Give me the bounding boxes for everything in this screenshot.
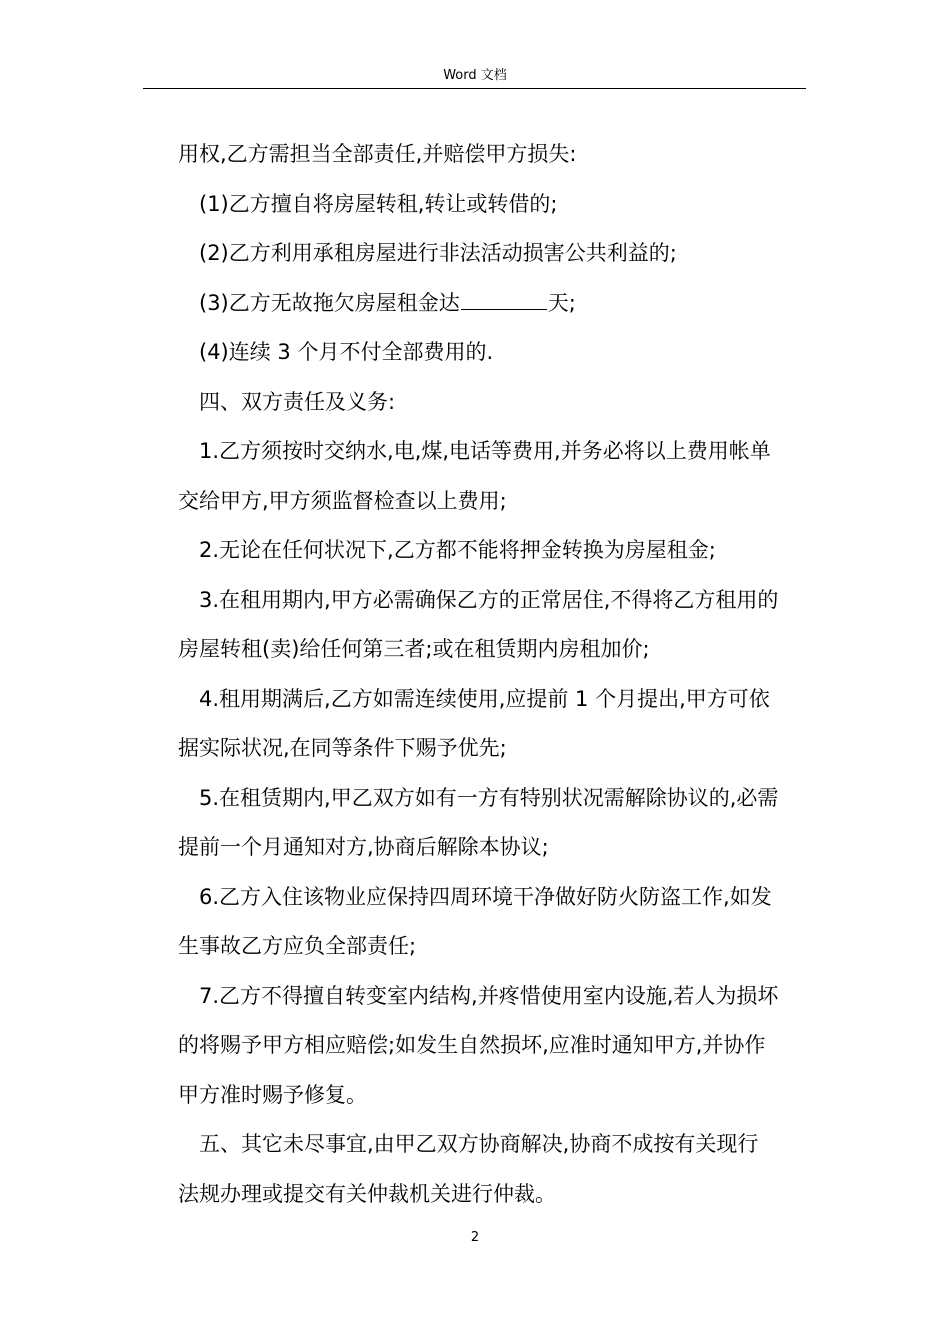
duty-4-line-1: 4.租用期满后,乙方如需连续使用,应提前 1 个月提出,甲方可依: [199, 686, 770, 711]
header-rule: [143, 88, 806, 89]
fill-in-blank: [461, 287, 547, 310]
clause-item-3-after: 天;: [547, 290, 576, 315]
document-body: [178, 130, 808, 1219]
clause-item-3: [178, 279, 808, 329]
duty-7-line-2: 的将赐予甲方相应赔偿;如发生自然损坏,应准时通知甲方,并协作: [178, 1033, 766, 1057]
duty-7-line-1: 7.乙方不得擅自转变室内结构,并疼惜使用室内设施,若人为损坏: [199, 983, 779, 1008]
page-number: 2: [470, 1230, 480, 1245]
duty-7-line-3: 甲方准时赐予修复。: [178, 1082, 367, 1107]
duty-4-line-2: 据实际状况,在同等条件下赐予优先;: [178, 736, 507, 760]
duty-6-line-1: 6.乙方入住该物业应保持四周环境干净做好防火防盗工作,如发: [199, 884, 772, 909]
clause-item-4: (4)连续 3 个月不付全部费用的.: [199, 340, 494, 364]
duty-3-line-1: 3.在租用期内,甲方必需确保乙方的正常居住,不得将乙方租用的: [199, 587, 779, 612]
duty-6-line-2: 生事故乙方应负全部责任;: [178, 934, 417, 958]
section-heading-5-line-1: 五、其它未尽事宜,由甲乙双方协商解决,协商不成按有关现行: [199, 1132, 759, 1156]
clause-item-2: (2)乙方利用承租房屋进行非法活动损害公共利益的;: [199, 241, 677, 265]
duty-3-line-2: 房屋转租(卖)给任何第三者;或在租赁期内房租加价;: [178, 637, 650, 661]
paragraph-continued: 用权,乙方需担当全部责任,并赔偿甲方损失:: [178, 142, 577, 166]
duty-5-line-2: 提前一个月通知对方,协商后解除本协议;: [178, 835, 549, 859]
clause-item-1: (1)乙方擅自将房屋转租,转让或转借的;: [199, 191, 558, 216]
duty-5-line-1: 5.在租赁期内,甲乙双方如有一方有特别状况需解除协议的,必需: [199, 785, 779, 810]
header-title: Word 文档: [443, 68, 507, 83]
duty-1-line-1: 1.乙方须按时交纳水,电,煤,电话等费用,并务必将以上费用帐单: [199, 439, 771, 463]
duty-1-line-2: 交给甲方,甲方须监督检查以上费用;: [178, 488, 507, 513]
section-heading-5-line-2: 法规办理或提交有关仲裁机关进行仲裁。: [178, 1181, 556, 1206]
duty-2: 2.无论在任何状况下,乙方都不能将押金转换为房屋租金;: [199, 538, 716, 562]
clause-item-3-before: (3)乙方无故拖欠房屋租金达: [199, 290, 460, 315]
section-heading-4: 四、双方责任及义务:: [199, 389, 396, 414]
